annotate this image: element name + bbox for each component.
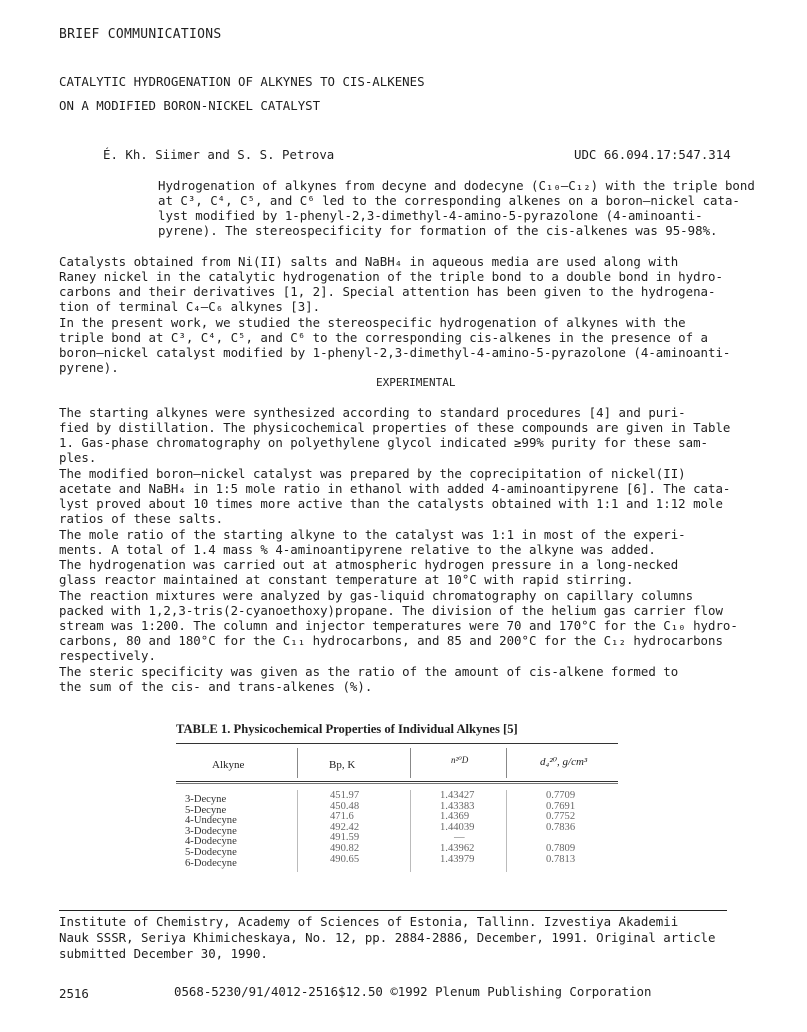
table-cell: 1.44039	[440, 821, 475, 833]
experimental-line: 1. Gas-phase chromatography on polyethylene glycol indicated ≥99% purity for these sam-	[59, 435, 709, 450]
column-divider	[297, 748, 298, 778]
table-cell: 471.6	[330, 811, 354, 823]
table-cell: 0.7691	[546, 800, 576, 812]
section-label: BRIEF COMMUNICATIONS	[59, 27, 222, 42]
experimental-line: stream was 1:200. The column and injector temperatures were 70 and 170°C for the C₁₀ hydro-	[59, 618, 738, 633]
table-cell: 0.7752	[546, 811, 576, 823]
experimental-line: ples.	[59, 450, 97, 465]
abstract-line: at C³, C⁴, C⁵, and C⁶ led to the corresponding alkenes on a boron–nickel cata-	[158, 193, 740, 208]
bp-column	[330, 791, 359, 865]
table-cell: 4-Undecyne	[185, 815, 237, 827]
table-cell: 3-Dodecyne	[185, 825, 237, 837]
density-column	[546, 791, 575, 865]
experimental-line: The starting alkynes were synthesized according to standard procedures [4] and puri-	[59, 405, 686, 420]
experimental-line: The modified boron–nickel catalyst was prepared by the coprecipitation of nickel(II)	[59, 466, 686, 481]
table-cell: 490.65	[330, 853, 360, 865]
table-cell: 450.48	[330, 800, 360, 812]
table-cell: 5-Dodecyne	[185, 846, 237, 858]
article-title-line-2: ON A MODIFIED BORON-NICKEL CATALYST	[59, 98, 321, 113]
table-cell: 0.7709	[546, 790, 576, 801]
intro-line: In the present work, we studied the stereospecific hydrogenation of alkynes with the	[59, 315, 686, 330]
table-cell: 0.7836	[546, 821, 576, 833]
article-title-line-1: CATALYTIC HYDROGENATION OF ALKYNES TO CIS-ALKENES	[59, 74, 425, 89]
table-header-rule	[176, 781, 618, 782]
experimental-line: acetate and NaBH₄ in 1:5 mole ratio in ethanol with added 4-aminoantipyrene [6]. The cata-	[59, 481, 731, 496]
footnote-rule	[59, 910, 727, 911]
authors: É. Kh. Siimer and S. S. Petrova	[103, 147, 335, 162]
table-header-rule-2	[176, 783, 618, 784]
column-header-alkyne: Alkyne	[212, 759, 245, 771]
table-cell: 491.59	[330, 832, 360, 844]
refractive-index-column	[440, 791, 474, 865]
table-cell: 1.4369	[440, 811, 470, 823]
experimental-heading: EXPERIMENTAL	[376, 376, 456, 389]
table-cell: 4-Dodecyne	[185, 836, 237, 848]
intro-line: triple bond at C³, C⁴, C⁵, and C⁶ to the corresponding cis-alkenes in the presence of a	[59, 330, 709, 345]
footnote-line: Institute of Chemistry, Academy of Sciences of Estonia, Tallinn. Izvestiya Akademii	[59, 914, 679, 929]
footnote-line: Nauk SSSR, Seriya Khimicheskaya, No. 12, pp. 2884-2886, December, 1991. Original article	[59, 930, 716, 945]
intro-line: Raney nickel in the catalytic hydrogenation of the triple bond to a double bond in hydro-	[59, 269, 723, 284]
column-header-bp: Bp, K	[329, 759, 356, 771]
table-cell: —	[454, 832, 465, 844]
abstract-line: pyrene). The stereospecificity for formation of the cis-alkenes was 95-98%.	[158, 223, 718, 238]
intro-line: Catalysts obtained from Ni(II) salts and NaBH₄ in aqueous media are used along with	[59, 254, 679, 269]
table-cell: 490.82	[330, 842, 360, 854]
column-divider	[410, 748, 411, 778]
experimental-line: fied by distillation. The physicochemical properties of these compounds are given in Table	[59, 420, 731, 435]
experimental-line: The hydrogenation was carried out at atmospheric hydrogen pressure in a long-necked	[59, 557, 679, 572]
table-cell: 0.7809	[546, 842, 576, 854]
experimental-line: carbons, 80 and 180°C for the C₁₁ hydrocarbons, and 85 and 200°C for the C₁₂ hydrocarbons	[59, 633, 723, 648]
column-header-density: d₄²⁰, g/cm³	[540, 756, 588, 768]
alkyne-column	[185, 795, 237, 869]
experimental-line: respectively.	[59, 648, 156, 663]
experimental-line: ratios of these salts.	[59, 511, 224, 526]
experimental-line: The mole ratio of the starting alkyne to the catalyst was 1:1 in most of the experi-	[59, 527, 686, 542]
column-divider	[506, 790, 507, 872]
page-number: 2516	[59, 986, 89, 1001]
copyright-line: 0568-5230/91/4012-2516$12.50 ©1992 Plenum Publishing Corporation	[174, 984, 652, 999]
table-cell: 1.43979	[440, 853, 475, 865]
column-divider	[506, 748, 507, 778]
intro-line: carbons and their derivatives [1, 2]. Special attention has been given to the hydrogena-	[59, 284, 716, 299]
intro-line: tion of terminal C₄–C₆ alkynes [3].	[59, 299, 321, 314]
udc-code: UDC 66.094.17:547.314	[574, 147, 731, 162]
table-cell: 1.43962	[440, 842, 475, 854]
abstract-line: Hydrogenation of alkynes from decyne and dodecyne (C₁₀–C₁₂) with the triple bond	[158, 178, 755, 193]
experimental-line: lyst proved about 10 times more active than the catalysts obtained with 1:1 and 1:12 mole	[59, 496, 723, 511]
table-cell: 1.43427	[440, 790, 475, 801]
intro-line: pyrene).	[59, 360, 119, 375]
table-caption: TABLE 1. Physicochemical Properties of Individual Alkynes [5]	[176, 722, 518, 736]
column-header-refractive-index: n²⁰D	[451, 755, 469, 765]
experimental-line: ments. A total of 1.4 mass % 4-aminoantipyrene relative to the alkyne was added.	[59, 542, 656, 557]
table-cell: 1.43383	[440, 800, 475, 812]
experimental-line: glass reactor maintained at constant temperature at 10°C with rapid stirring.	[59, 572, 634, 587]
column-divider	[410, 790, 411, 872]
intro-line: boron–nickel catalyst modified by 1-phenyl-2,3-dimethyl-4-amino-5-pyrazolone (4-aminoanti-	[59, 345, 731, 360]
table-cell: 451.97	[330, 790, 360, 801]
table-cell: 6-Dodecyne	[185, 857, 237, 869]
table-cell: 3-Decyne	[185, 794, 227, 805]
column-divider	[297, 790, 298, 872]
abstract-line: lyst modified by 1-phenyl-2,3-dimethyl-4-amino-5-pyrazolone (4-aminoanti-	[158, 208, 703, 223]
experimental-line: The steric specificity was given as the ratio of the amount of cis-alkene formed to	[59, 664, 679, 679]
experimental-line: the sum of the cis- and trans-alkenes (%).	[59, 679, 373, 694]
table-cell: 0.7813	[546, 853, 576, 865]
experimental-line: packed with 1,2,3-tris(2-cyanoethoxy)propane. The division of the helium gas carrier flow	[59, 603, 723, 618]
table-top-rule	[176, 743, 618, 744]
table-cell: 5-Decyne	[185, 804, 227, 816]
footnote-line: submitted December 30, 1990.	[59, 946, 268, 961]
experimental-line: The reaction mixtures were analyzed by gas-liquid chromatography on capillary columns	[59, 588, 694, 603]
table-cell: 492.42	[330, 821, 360, 833]
